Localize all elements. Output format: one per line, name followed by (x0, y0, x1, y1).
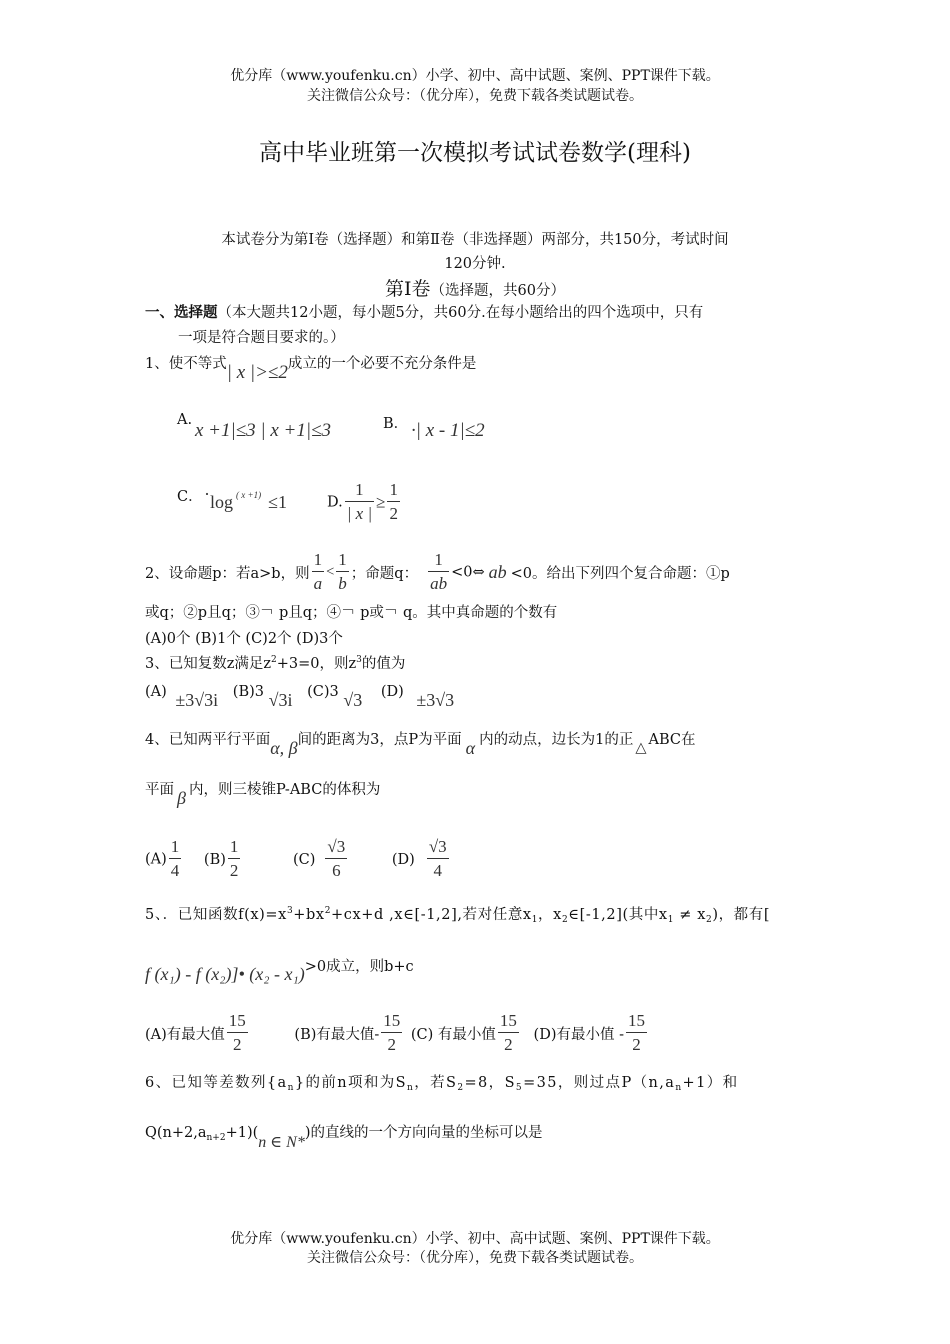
q4-b-num: 1 (228, 836, 241, 859)
q2-frac-ab (428, 549, 449, 596)
q6-l1b: }的前n项和为S (294, 1075, 408, 1091)
q2-stem-text: 2、设命题p：若a>b，则 (145, 566, 310, 582)
part1-title: 第Ⅰ卷 (385, 278, 431, 300)
q4-mid-2: 内的动点，边长为1的正 (479, 732, 634, 748)
q1-d-den: | x | (346, 504, 373, 523)
q4-a-den: 4 (170, 861, 180, 880)
q4-tail: ABC在 (648, 732, 696, 748)
q5-s2: +bx (293, 907, 325, 923)
q4-a-label: (A) (145, 851, 167, 868)
q6-l2b: +1)( (225, 1125, 259, 1141)
q3-b-label: (B)3 (232, 684, 264, 700)
q4-line2-a: 平面 (145, 782, 174, 798)
q3-stem (145, 652, 405, 673)
q2-frac-1b (336, 549, 349, 596)
q4-stem-1: 4、已知两平行平面 (145, 732, 271, 748)
q1-c-dot: · (204, 484, 210, 504)
q3-a-math: ±3√3i (175, 690, 219, 710)
q5-a-frac (227, 1010, 248, 1057)
q1-option-a: x +1|≤3 | x +1|≤3 (195, 420, 332, 441)
q3-stem-3: 的值为 (361, 656, 406, 672)
q1-option-d (327, 479, 402, 526)
q1-d-num: 1 (345, 479, 374, 502)
q4-stem (145, 728, 696, 758)
q2-options: (A)0个 (B)1个 (C)2个 (D)3个 (145, 631, 343, 647)
q5-a-label: (A)有最大值 (145, 1027, 225, 1043)
q4-b-den: 2 (229, 861, 239, 880)
q1-stem-text: 1、使不等式 (145, 356, 227, 372)
q3-d-math: ±3√3 (416, 690, 455, 710)
q2-tail: <0。给出下列四个复合命题：①p (510, 566, 730, 582)
q5-b-num: 15 (381, 1010, 402, 1033)
intro-line-2: 120分钟. (444, 256, 506, 272)
q2-lt: < (326, 564, 335, 580)
q3-d-label: (D) (380, 684, 404, 700)
header-line-1: 优分库（www.youfenku.cn）小学、初中、高中试题、案例、PPT课件下载。 (230, 68, 720, 84)
q2-f1-den: a (313, 574, 323, 593)
q4-mid: 间的距离为3，点P为平面 (297, 732, 462, 748)
q5-d-frac (626, 1010, 647, 1057)
q5-b-den: 2 (387, 1035, 397, 1054)
q4-beta: β (177, 788, 186, 808)
q2-line-2: 或q；②p且q；③￢ p且q；④￢ p或￢ q。其中真命题的个数有 (145, 605, 558, 621)
q6-line-1 (145, 1071, 739, 1093)
q3-c-label: (C)3 (307, 684, 339, 700)
q6-n-in-n: n ∈ N* (258, 1134, 305, 1151)
q2-f2-num: 1 (336, 549, 349, 572)
q4-b-frac (228, 836, 241, 883)
q2-stem (145, 549, 730, 596)
q5-options (145, 1010, 649, 1057)
q6-line-2 (145, 1121, 543, 1151)
q4-alpha: α (465, 738, 476, 758)
section1-desc-1: （本大题共12小题，每小题5分，共60分.在每小题给出的四个选项中，只有 (217, 305, 704, 321)
part1-note: （选择题，共60分） (430, 283, 565, 299)
q1-stem (145, 352, 476, 384)
footer-line-1: 优分库（www.youfenku.cn）小学、初中、高中试题、案例、PPT课件下载。 (230, 1231, 720, 1247)
q5-line2-tail: >0成立，则b+c (304, 959, 414, 975)
q1-c-sup: ( x +1) (236, 490, 262, 500)
q5-c-label: (C) 有最小值 (410, 1027, 496, 1043)
q4-d-frac (427, 836, 449, 883)
q1-option-c (204, 484, 287, 512)
q6-l2c: )的直线的一个方向向量的坐标可以是 (304, 1125, 543, 1141)
q1-option-a-label: A. (177, 412, 193, 428)
q5-sub-4: 2 (706, 915, 713, 925)
q4-a-frac (169, 836, 182, 883)
q1-inequality: | x |>≤2 (226, 362, 288, 383)
q3-a-label: (A) (145, 684, 167, 700)
q6-sub-2: 2 (457, 1083, 465, 1093)
q5-d-den: 2 (632, 1035, 641, 1054)
q4-alpha-beta: α, β (270, 738, 298, 758)
q4-c-num: √3 (325, 836, 347, 859)
q2-mid: ；命题q： (350, 566, 419, 582)
q2-frac-1a (312, 549, 325, 596)
q6-l1f: +1）和 (682, 1075, 739, 1091)
footer-line-2: 关注微信公众号：（优分库），免费下载各类试题试卷。 (307, 1250, 643, 1266)
q4-c-frac (325, 836, 347, 883)
q5-s3: +cx+d ,x∈[-1,2],若对任意x (331, 907, 532, 923)
part1-heading (0, 274, 950, 301)
q3-b-math: √3i (268, 690, 293, 710)
q5-a-den: 2 (233, 1035, 242, 1054)
q6-l2a: Q(n+2,a (145, 1125, 207, 1141)
q2-f2-den: b (338, 574, 347, 593)
q6-l1d: =8，S (464, 1075, 516, 1091)
q1-c-log: log (210, 492, 234, 512)
q4-line-2 (145, 778, 381, 808)
q5-sup-2: 2 (324, 906, 332, 916)
q5-c-num: 15 (498, 1010, 519, 1033)
q5-stem (145, 903, 770, 925)
q5-inequality: f (x₁) - f (x₂)]• (x₂ - x₁) (145, 964, 305, 984)
q6-sub-n3: n (675, 1083, 683, 1093)
q1-option-c-label: C． (177, 489, 203, 505)
q4-c-label: (C) (293, 851, 316, 868)
q5-d-num: 15 (626, 1010, 647, 1033)
q5-b-frac (381, 1010, 402, 1057)
q3-sup-2: 3 (356, 655, 362, 665)
q6-l1e: =35，则过点P（n,a (523, 1075, 676, 1091)
section1-line-1 (145, 301, 703, 322)
q4-d-num: √3 (427, 836, 449, 859)
q4-line2-b: 内，则三棱锥P-ABC的体积为 (188, 782, 381, 798)
q6-l1a: 6、已知等差数列{a (145, 1075, 288, 1091)
q1-d-den2: 2 (389, 504, 398, 523)
q5-sub-3: 1 (667, 915, 675, 925)
q5-b-label: (B)有最大值- (294, 1027, 380, 1043)
q3-options (145, 680, 455, 710)
section1-line-2: 一项是符合题目要求的。） (178, 330, 345, 346)
q4-c-den: 6 (332, 861, 341, 880)
q6-sub-n4: n+2 (206, 1133, 226, 1143)
q5-d-label: (D)有最小值 - (533, 1027, 624, 1043)
q4-b-label: (B) (203, 851, 226, 868)
q2-f3-num: 1 (428, 549, 449, 572)
q1-c-rel: ≤1 (268, 492, 287, 512)
q5-s7: )，都有[ (712, 907, 771, 923)
q5-s5: ∈[-1,2](其中x (568, 907, 668, 923)
q3-c-math: √3 (343, 690, 363, 710)
q4-triangle: △ (635, 740, 647, 756)
q2-f1-num: 1 (312, 549, 325, 572)
page-title: 高中毕业班第一次模拟考试试卷数学(理科) (259, 140, 691, 166)
section1-label: 一、选择题 (145, 304, 218, 321)
q1-option-b: ·| x - 1|≤2 (411, 420, 485, 441)
q4-d-label: (D) (391, 851, 415, 868)
q2-rel: <0⇔ (451, 564, 485, 581)
q5-sub-1: 1 (531, 915, 539, 925)
q2-ab: ab (488, 562, 507, 582)
intro-line-1: 本试卷分为第Ⅰ卷（选择题）和第Ⅱ卷（非选择题）两部分，共150分，考试时间 (221, 232, 729, 248)
q4-a-num: 1 (169, 836, 182, 859)
q1-d-frac-1 (345, 479, 374, 526)
q4-options (145, 836, 451, 883)
q5-s4: ，x (538, 907, 562, 923)
q6-l1c: ，若S (414, 1075, 458, 1091)
q6-sub-n2: n (407, 1083, 415, 1093)
q3-sup-1: 2 (271, 655, 277, 665)
q1-d-label: D. (327, 494, 343, 511)
q5-sup-1: 3 (286, 906, 294, 916)
q3-stem-1: 3、已知复数z满足z (145, 656, 272, 672)
q5-sub-2: 2 (561, 915, 569, 925)
q1-option-b-label: B． (383, 416, 409, 432)
q6-sub-5: 5 (515, 1083, 524, 1093)
q5-s1: 5、．已知函数f(x)=x (145, 907, 287, 923)
q1-d-frac-2 (387, 479, 400, 526)
q5-a-num: 15 (227, 1010, 248, 1033)
q1-d-num2: 1 (387, 479, 400, 502)
q1-stem-tail: 成立的一个必要不充分条件是 (287, 356, 477, 372)
q5-s6: ≠ x (674, 907, 706, 923)
q5-c-den: 2 (504, 1035, 513, 1054)
q1-d-rel: ≥ (376, 492, 386, 512)
q5-line-2 (145, 955, 414, 984)
header-line-2: 关注微信公众号：（优分库），免费下载各类试题试卷。 (307, 88, 643, 104)
q2-f3-den: ab (430, 574, 448, 593)
q3-stem-2: +3=0，则z (276, 656, 357, 672)
q4-d-den: 4 (433, 861, 442, 880)
q5-c-frac (498, 1010, 519, 1057)
q6-sub-n: n (287, 1083, 295, 1093)
